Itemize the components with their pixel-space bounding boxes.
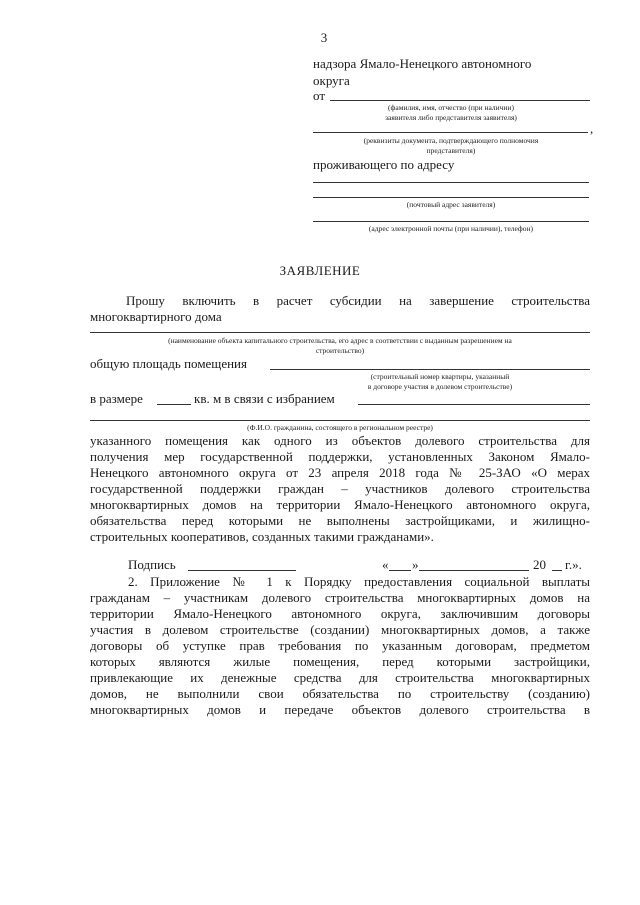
address-field-2[interactable] bbox=[313, 197, 589, 198]
paragraph-2-line-5: многоквартирных домов на территории Ямало-Ненецкого автономного округа, bbox=[90, 497, 590, 512]
paragraph-2-line-2: получения мер государственной поддержки, установленных Законом Ямало- bbox=[90, 449, 590, 464]
citizen-name-field-2[interactable] bbox=[90, 420, 590, 421]
paragraph-3-line-8: домов, не выполнили свои обязательства по строительству (созданию) bbox=[90, 686, 590, 701]
applicant-name-field[interactable] bbox=[330, 100, 590, 101]
hint-applicant-name-2: заявителя либо представителя заявителя) bbox=[385, 113, 517, 122]
hint-apartment: (строительный номер квартиры, указанный bbox=[370, 372, 510, 381]
hint-object: (наименование объекта капитального строительства, его адрес в соответствии с выданным разрешением на bbox=[168, 336, 512, 345]
date-open-quote: « bbox=[382, 557, 389, 572]
signature-field[interactable] bbox=[188, 570, 296, 571]
date-close-quote: » bbox=[412, 557, 419, 572]
paragraph-3-line-4: участия в долевом строительстве (создании) многоквартирных домов, а также bbox=[90, 622, 590, 637]
paragraph-1-line-1: Прошу включить в расчет субсидии на завершение строительства bbox=[126, 293, 590, 308]
hint-apartment-2: в договоре участия в долевом строительстве) bbox=[367, 382, 513, 391]
month-field[interactable] bbox=[419, 570, 529, 571]
paragraph-1-line-2: многоквартирного дома bbox=[90, 309, 222, 324]
size-prefix: в размере bbox=[90, 391, 143, 406]
hint-citizen: (Ф.И.О. гражданина, состоящего в региональном реестре) bbox=[247, 423, 433, 432]
signature-label: Подпись bbox=[128, 557, 176, 572]
hint-document-2: представителя) bbox=[426, 146, 476, 155]
area-label: общую площадь помещения bbox=[90, 356, 247, 371]
paragraph-3-line-1: 2. Приложение № 1 к Порядку предоставления социальной выплаты bbox=[128, 574, 590, 589]
day-field[interactable] bbox=[389, 570, 411, 571]
paragraph-3-line-9: многоквартирных домов и передаче объектов долевого строительства в bbox=[90, 702, 590, 717]
hint-postal-address: (почтовый адрес заявителя) bbox=[406, 200, 496, 209]
hint-object-2: строительство) bbox=[315, 346, 365, 355]
hint-applicant-name: (фамилия, имя, отчество (при наличии) bbox=[388, 103, 514, 112]
from-label: от bbox=[313, 88, 326, 103]
hint-document: (реквизиты документа, подтверждающего полномочия bbox=[363, 136, 539, 145]
residing-label: проживающего по адресу bbox=[313, 157, 455, 172]
year-field[interactable] bbox=[552, 570, 562, 571]
apartment-number-field[interactable] bbox=[270, 369, 590, 370]
year-suffix: г.». bbox=[565, 557, 582, 572]
paragraph-2-line-3: Ненецкого автономного округа от 23 апреля 2018 года № 25-ЗАО «О мерах bbox=[90, 465, 590, 480]
size-middle: кв. м в связи с избранием bbox=[194, 391, 335, 406]
paragraph-2-line-7: строительных кооперативов, созданных такими гражданами». bbox=[90, 529, 434, 544]
contact-field[interactable] bbox=[313, 221, 589, 222]
paragraph-3-line-6: которых являются жилые помещения, перед которыми застройщики, bbox=[90, 654, 590, 669]
paragraph-3-line-5: договоры об уступке прав требования по указанным договорам, предметом bbox=[90, 638, 590, 653]
paragraph-2-line-4: государственной поддержки граждан – участников долевого строительства bbox=[90, 481, 590, 496]
comma: , bbox=[590, 121, 594, 136]
hint-email-phone: (адрес электронной почты (при наличии), телефон) bbox=[368, 224, 534, 233]
page-number: 3 bbox=[320, 30, 328, 45]
paragraph-3-line-2: гражданам – участникам долевого строительства многоквартирных домов на bbox=[90, 590, 590, 605]
paragraph-3-line-3: территории Ямало-Ненецкого автономного округа, заключившим договоры bbox=[90, 606, 590, 621]
paragraph-3-line-7: привлекающие их денежные средства для строительства многоквартирных bbox=[90, 670, 590, 685]
paragraph-2-line-6: обязательства перед которыми не выполнены застройщиками, и жилищно- bbox=[90, 513, 590, 528]
addressee-line-1: надзора Ямало-Ненецкого автономного bbox=[313, 56, 532, 71]
representative-document-field[interactable] bbox=[313, 132, 588, 133]
address-field-1[interactable] bbox=[313, 182, 589, 183]
addressee-line-2: округа bbox=[313, 73, 350, 88]
citizen-name-field-1[interactable] bbox=[358, 404, 590, 405]
construction-object-field[interactable] bbox=[90, 332, 590, 333]
area-size-field[interactable] bbox=[157, 404, 191, 405]
paragraph-2-line-1: указанного помещения как одного из объектов долевого строительства для bbox=[90, 433, 590, 448]
year-prefix: 20 bbox=[533, 557, 546, 572]
document-title: ЗАЯВЛЕНИЕ bbox=[279, 263, 361, 278]
